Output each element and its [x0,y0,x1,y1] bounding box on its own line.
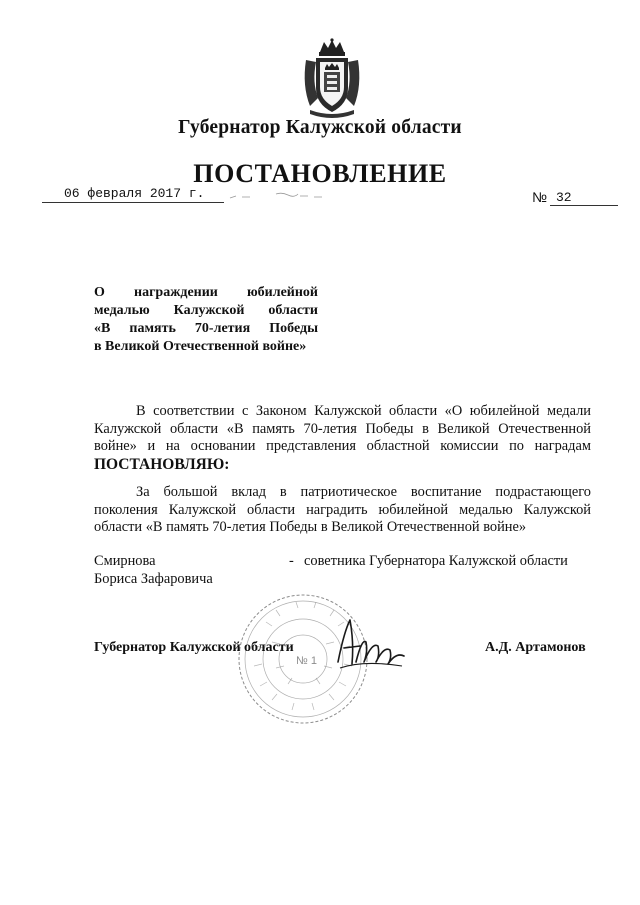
document-number: 32 [550,190,618,206]
seal-number: № 1 [296,655,317,667]
document-date: 06 февраля 2017 г. [42,186,224,203]
faint-mark [228,190,328,202]
document-title [94,284,318,356]
number-label: № [532,189,548,205]
coat-of-arms-emblem [300,38,364,118]
handwritten-signature [334,612,408,676]
signatory-title: Губернатор Калужской области [94,640,294,655]
title-line: медалью Калужской области [94,303,318,318]
decree-word: ПОСТАНОВЛЯЮ: [94,455,230,473]
recipient-surname: Смирнова [94,553,156,569]
issuing-authority: Губернатор Калужской области [178,117,462,138]
title-line: «В память 70-летия Победы [94,321,318,336]
document-type: ПОСТАНОВЛЕНИЕ [193,159,447,188]
title-line: в Великой Отечественной войне» [94,339,307,354]
recipient-given-names: Бориса Зафаровича [94,570,213,587]
preamble-paragraph [94,403,591,474]
preamble-text: В соответствии с Законом Калужской области «О юбилейной медали Калужской области «В память 70-летия Победы в Великой Отечественной войне» и на основании представления областной комиссии по наградам [94,403,591,454]
title-line: О награждении юбилейной [94,285,318,300]
recipient-name [94,553,213,588]
recipient-position: советника Губернатора Калужской области [304,553,568,569]
signatory-name: А.Д. Артамонов [485,640,586,655]
recipient-dash: - [289,553,294,569]
award-paragraph: За большой вклад в патриотическое воспитание подрастающего поколения Калужской области наградить юбилейной медалью Калужской области «В память 70-летия Победы в Великой Отечественной войне» [94,484,591,535]
